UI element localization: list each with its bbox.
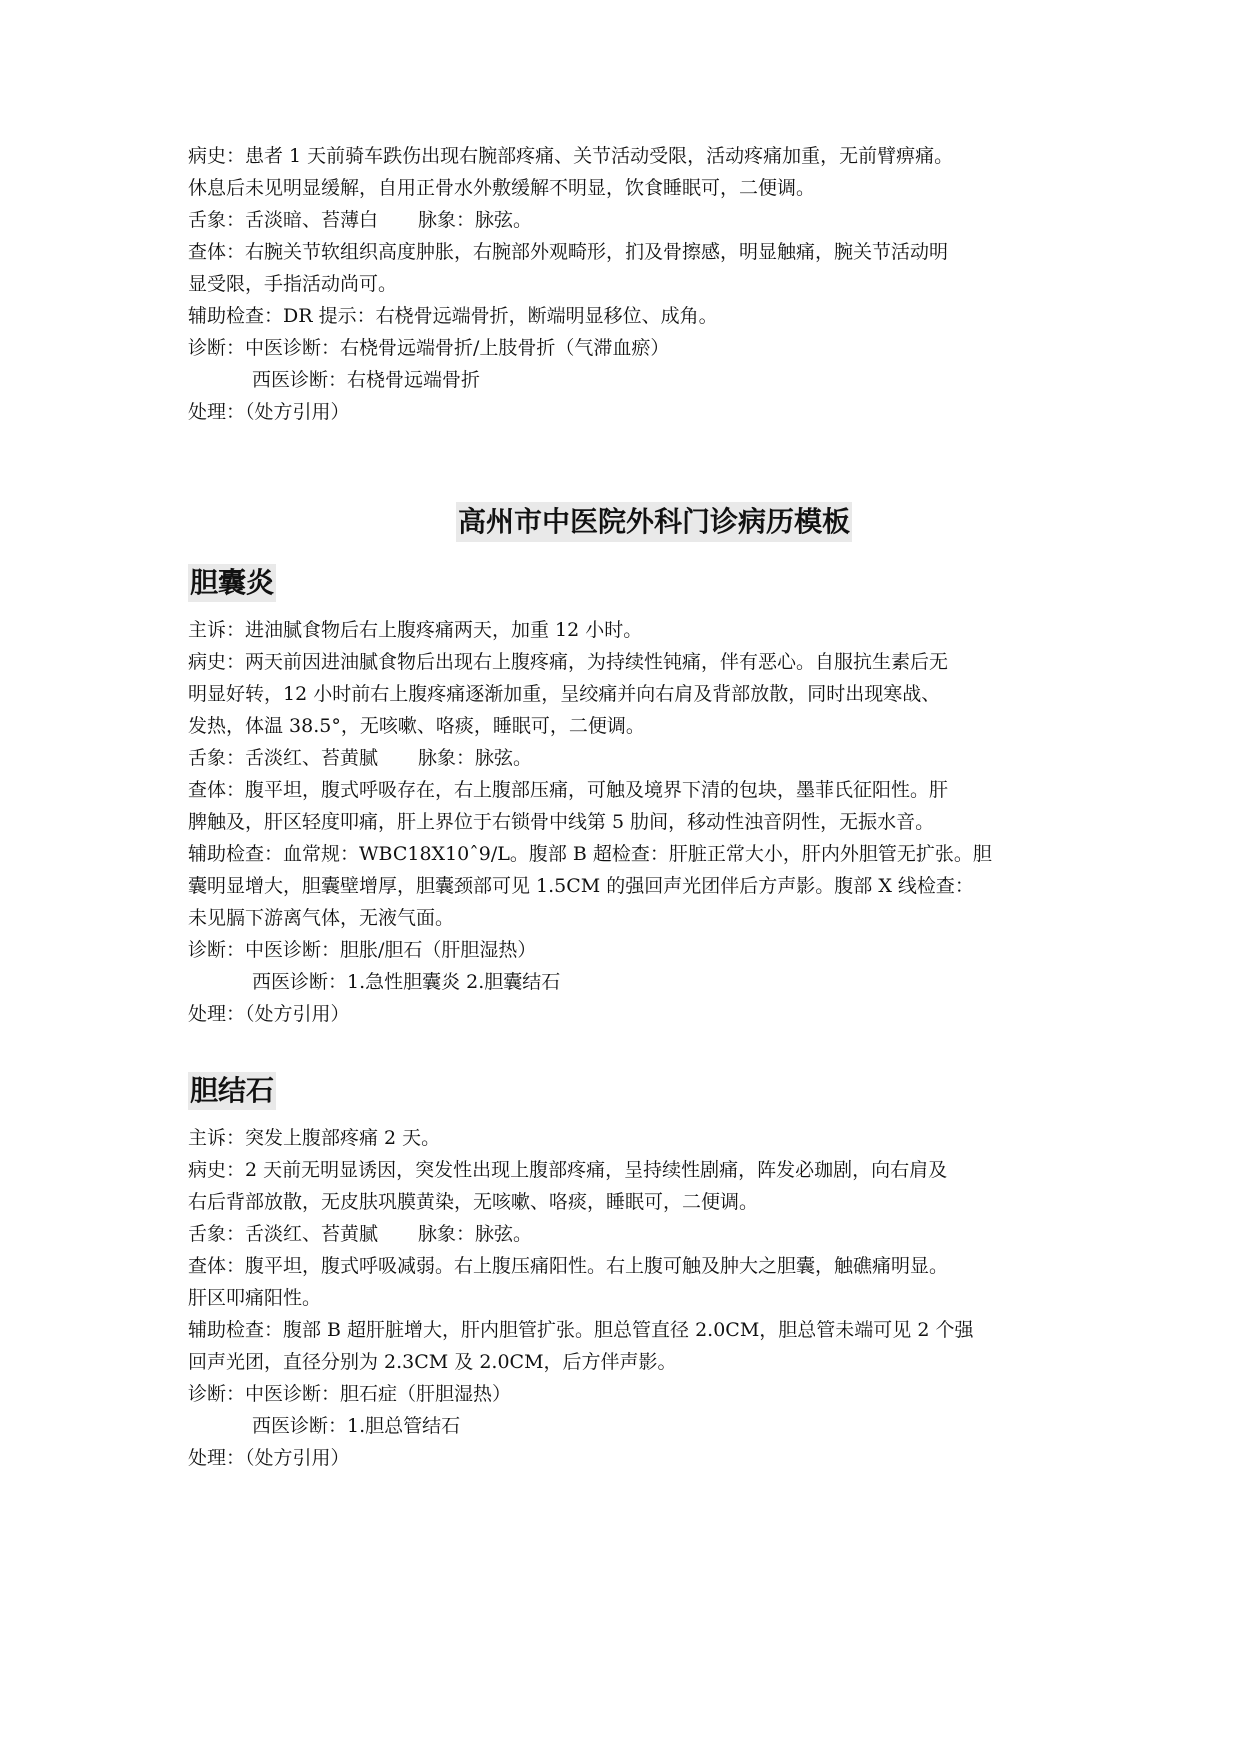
exam-line: 查体：腹平坦，腹式呼吸存在，右上腹部压痛，可触及境界下清的包块，墨菲氏征阳性。肝 <box>188 779 949 801</box>
diagnosis-tcm: 诊断：中医诊断：右桡骨远端骨折/上肢骨折（气滞血瘀） <box>188 337 670 359</box>
diagnosis-western: 西医诊断：1.胆总管结石 <box>252 1415 461 1437</box>
tongue-pulse-line <box>188 742 1058 774</box>
diagnosis-tcm: 诊断：中医诊断：胆胀/胆石（肝胆湿热） <box>188 939 537 961</box>
history-line: 休息后未见明显缓解，自用正骨水外敷缓解不明显，饮食睡眠可，二便调。 <box>188 177 816 199</box>
exam-line: 脾触及，肝区轻度叩痛，肝上界位于右锁骨中线第 5 肋间，移动性浊音阴性，无振水音。 <box>188 811 935 833</box>
complaint-line: 主诉：突发上腹部疼痛 2 天。 <box>188 1127 441 1149</box>
section-cholecystitis <box>188 542 1058 1030</box>
history-line: 病史：2 天前无明显诱因，突发性出现上腹部疼痛，呈持续性剧痛，阵发必珈剧，向右肩及 <box>188 1159 948 1181</box>
tongue-pulse-line <box>188 1218 1058 1250</box>
history-line: 发热，体温 38.5°，无咳嗽、咯痰，睡眠可，二便调。 <box>188 715 645 737</box>
treatment-line: 处理：（处方引用） <box>188 401 350 423</box>
pulse-text: 脉象：脉弦。 <box>418 209 533 231</box>
diagnosis-western: 西医诊断：1.急性胆囊炎 2.胆囊结石 <box>252 971 561 993</box>
treatment-line: 处理：（处方引用） <box>188 1003 350 1025</box>
aux-line: 辅助检查：DR 提示：右桡骨远端骨折，断端明显移位、成角。 <box>188 305 718 327</box>
aux-line: 回声光团，直径分别为 2.3CM 及 2.0CM，后方伴声影。 <box>188 1351 677 1373</box>
title-wrap <box>188 502 1058 542</box>
exam-line: 肝区叩痛阳性。 <box>188 1287 322 1309</box>
section-gallstone <box>188 1030 1058 1474</box>
tongue-text: 舌象：舌淡红、苔黄腻 <box>188 1223 379 1245</box>
tongue-text: 舌象：舌淡红、苔黄腻 <box>188 747 379 769</box>
history-line: 病史：患者 1 天前骑车跌伤出现右腕部疼痛、关节活动受限，活动疼痛加重，无前臂痹痛。 <box>188 145 954 167</box>
aux-line: 辅助检查：血常规：WBC18X10ˆ9/L。腹部 B 超检查：肝脏正常大小，肝内外胆管无扩张。胆 <box>188 843 992 865</box>
tongue-pulse-line <box>188 204 1058 236</box>
diagnosis-tcm: 诊断：中医诊断：胆石症（肝胆湿热） <box>188 1383 512 1405</box>
pulse-text: 脉象：脉弦。 <box>418 747 533 769</box>
page-title: 高州市中医院外科门诊病历模板 <box>456 502 852 542</box>
treatment-line: 处理：（处方引用） <box>188 1447 350 1469</box>
pulse-text: 脉象：脉弦。 <box>418 1223 533 1245</box>
document-page <box>188 140 1058 1474</box>
section-heading: 胆囊炎 <box>188 564 276 602</box>
tongue-text: 舌象：舌淡暗、苔薄白 <box>188 209 379 231</box>
aux-line: 辅助检查：腹部 B 超肝脏增大，肝内胆管扩张。胆总管直径 2.0CM，胆总管未端可见 2 个强 <box>188 1319 974 1341</box>
history-line: 明显好转，12 小时前右上腹疼痛逐渐加重，呈绞痛并向右肩及背部放散，同时出现寒战、 <box>188 683 941 705</box>
exam-line: 查体：腹平坦，腹式呼吸减弱。右上腹压痛阳性。右上腹可触及肿大之胆囊，触礁痛明显。 <box>188 1255 949 1277</box>
exam-line: 查体：右腕关节软组织高度肿胀，右腕部外观畸形，扪及骨擦感，明显触痛，腕关节活动明 <box>188 241 949 263</box>
history-line: 病史：两天前因进油腻食物后出现右上腹疼痛，为持续性钝痛，伴有恶心。自服抗生素后无 <box>188 651 949 673</box>
complaint-line: 主诉：进油腻食物后右上腹疼痛两天，加重 12 小时。 <box>188 619 643 641</box>
prev-case <box>188 140 1058 428</box>
diagnosis-western: 西医诊断：右桡骨远端骨折 <box>252 369 481 391</box>
section-heading: 胆结石 <box>188 1072 276 1110</box>
history-line: 右后背部放散，无皮肤巩膜黄染，无咳嗽、咯痰，睡眠可，二便调。 <box>188 1191 759 1213</box>
aux-line: 未见膈下游离气体，无液气面。 <box>188 907 455 929</box>
exam-line: 显受限，手指活动尚可。 <box>188 273 398 295</box>
aux-line: 囊明显增大，胆囊壁增厚，胆囊颈部可见 1.5CM 的强回声光团伴后方声影。腹部 X 线检查： <box>188 875 974 897</box>
